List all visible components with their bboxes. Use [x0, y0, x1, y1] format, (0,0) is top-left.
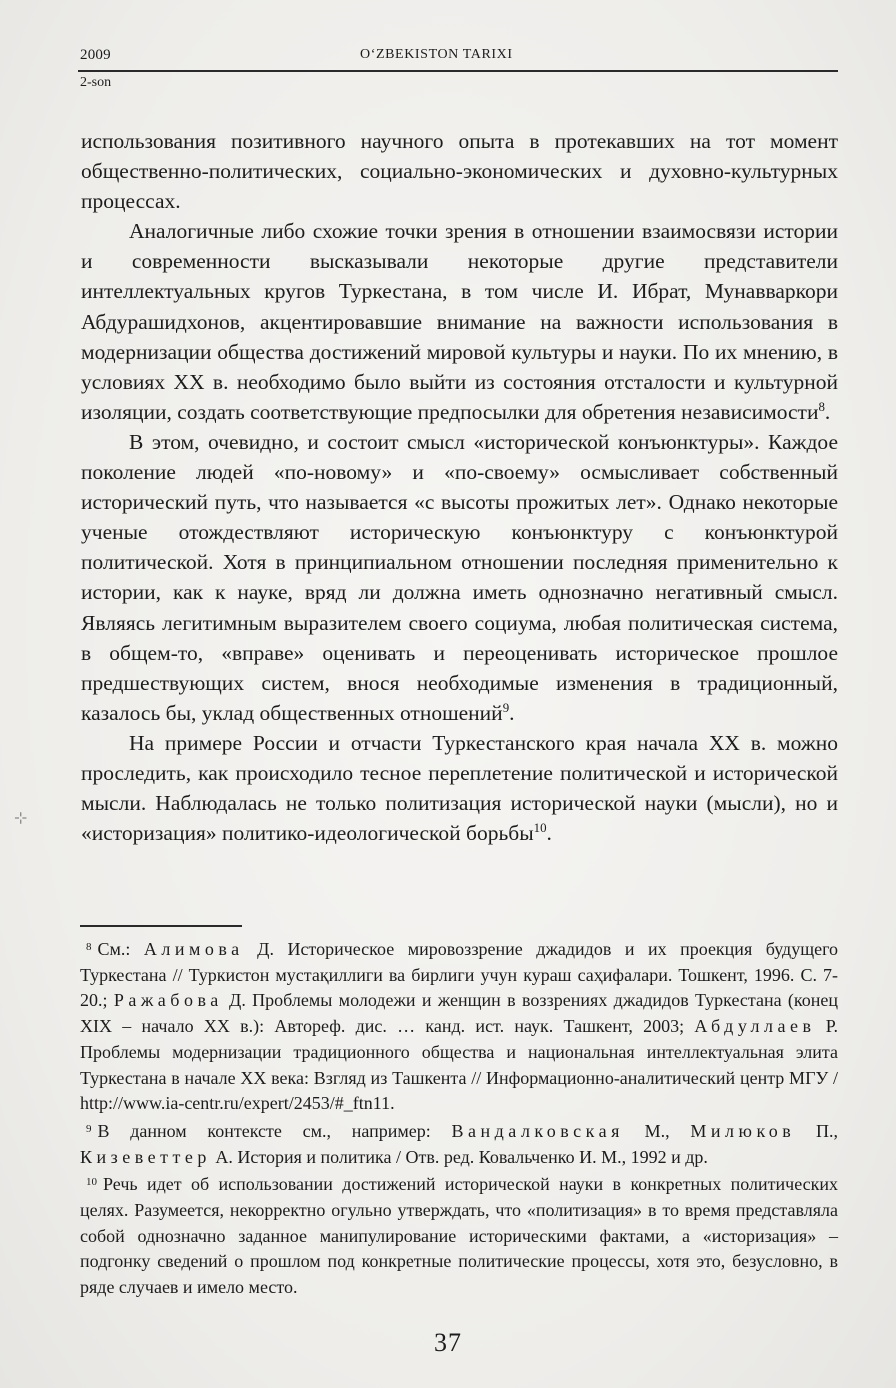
paragraph-4: На примере России и отчасти Туркестанского края начала XX в. можно проследить, как происходило тесное переплетение политической и исторической мысли. Наблюдалась не только политизация исторической науки (мысли), но и «историзация» политико-идеологической борьбы$^{10}$.: [81, 730, 838, 846]
header-journal-title: O‘ZBEKISTON TARIXI: [360, 47, 513, 62]
header-year: 2009: [80, 47, 111, 63]
paragraph-1: использования позитивного научного опыта в протекавших на тот момент общественно-политических, социально-экономических и духовно-культурных процессах.: [81, 129, 838, 214]
footnotes: [80, 935, 838, 1301]
footnote-8: $^8$ См.: Алимова Д. Историческое мировоззрение джадидов и их проекция будущего Туркестана // Туркистон мустақиллиги ва бирлиги учун кураш саҳифалари. Тошкент, 1996. С. 7-20.; Ражабова Д. Проблемы молодежи и женщин в воззрениях джадидов Туркестана (конец XIX – начало XX в.): Автореф. дис. … канд. ист. наук. Ташкент, 2003; Абдуллаев Р. Проблемы модернизации традиционного общества и национальная интеллектуальная элита Туркестана в начале XX века: Взгляд из Ташкента // Информационно-аналитический центр МГУ / http://www.ia-centr.ru/expert/2453/#_ftn11.: [80, 939, 839, 1114]
paragraph-3: В этом, очевидно, и состоит смысл «исторической конъюнктуры». Каждое поколение людей «по-новому» и «по-своему» осмысливает собственный исторический путь, что называется «с высоты прожитых лет». Однако некоторые ученые отождествляют историческую конъюнктуру с конъюнктурой политической. Хотя в принципиальном отношении последняя применительно к истории, как к науке, вряд ли должна иметь однозначно негативный смысл. Являясь легитимным выразителем своего социума, любая политическая система, в общем-то, «вправе» оценивать и переоценивать историческое прошлое предшествующих систем, внося необходимые изменения в традиционный, казалось бы, уклад общественных отношений$^9$.: [81, 429, 838, 725]
footnote-ref-8[interactable]: 8: [818, 399, 825, 414]
header-issue: 2-son: [80, 75, 112, 90]
footnote-rule: [80, 925, 242, 927]
footnote-ref-9[interactable]: 9: [502, 700, 510, 715]
page-number: 37: [434, 1328, 462, 1357]
paragraph-2: Аналогичные либо схожие точки зрения в отношении взаимосвязи истории и современности высказывали некоторые другие представители интеллектуальных кругов Туркестана, в том числе И. Ибрат, Мунавваркори Абдурашидхонов, акцентировавшие внимание на важности использования в модернизации общества достижений мировой культуры и науки. По их мнению, в условиях XX в. необходимо было выйти из состояния отсталости и культурной изоляции, создать соответствующие предпосылки для обретения независимости$^8$.: [81, 219, 838, 424]
footnote-9: $^9$ В данном контексте см., например: Вандалковская М., Милюков П., Кизеветтер А. История и политика / Отв. ред. Ковальченко И. М., 1992 и др.: [80, 1120, 839, 1167]
footnote-ref-10[interactable]: 10: [533, 821, 547, 835]
body-text: [81, 126, 838, 848]
header-rule: [78, 70, 838, 72]
margin-mark: ⊹: [14, 810, 28, 827]
footnote-10: $^{10}$ Речь идет об использовании достижений исторической науки в конкретных политических целях. Разумеется, некорректно огульно утверждать, что «политизация» в то время представляла собой однозначно заданное манипулирование историческими фактами, а «историзация» – подгонку сведений о прошлом под конкретные политические процессы, хотя это, безусловно, в ряде случаев и имело место.: [80, 1174, 838, 1298]
